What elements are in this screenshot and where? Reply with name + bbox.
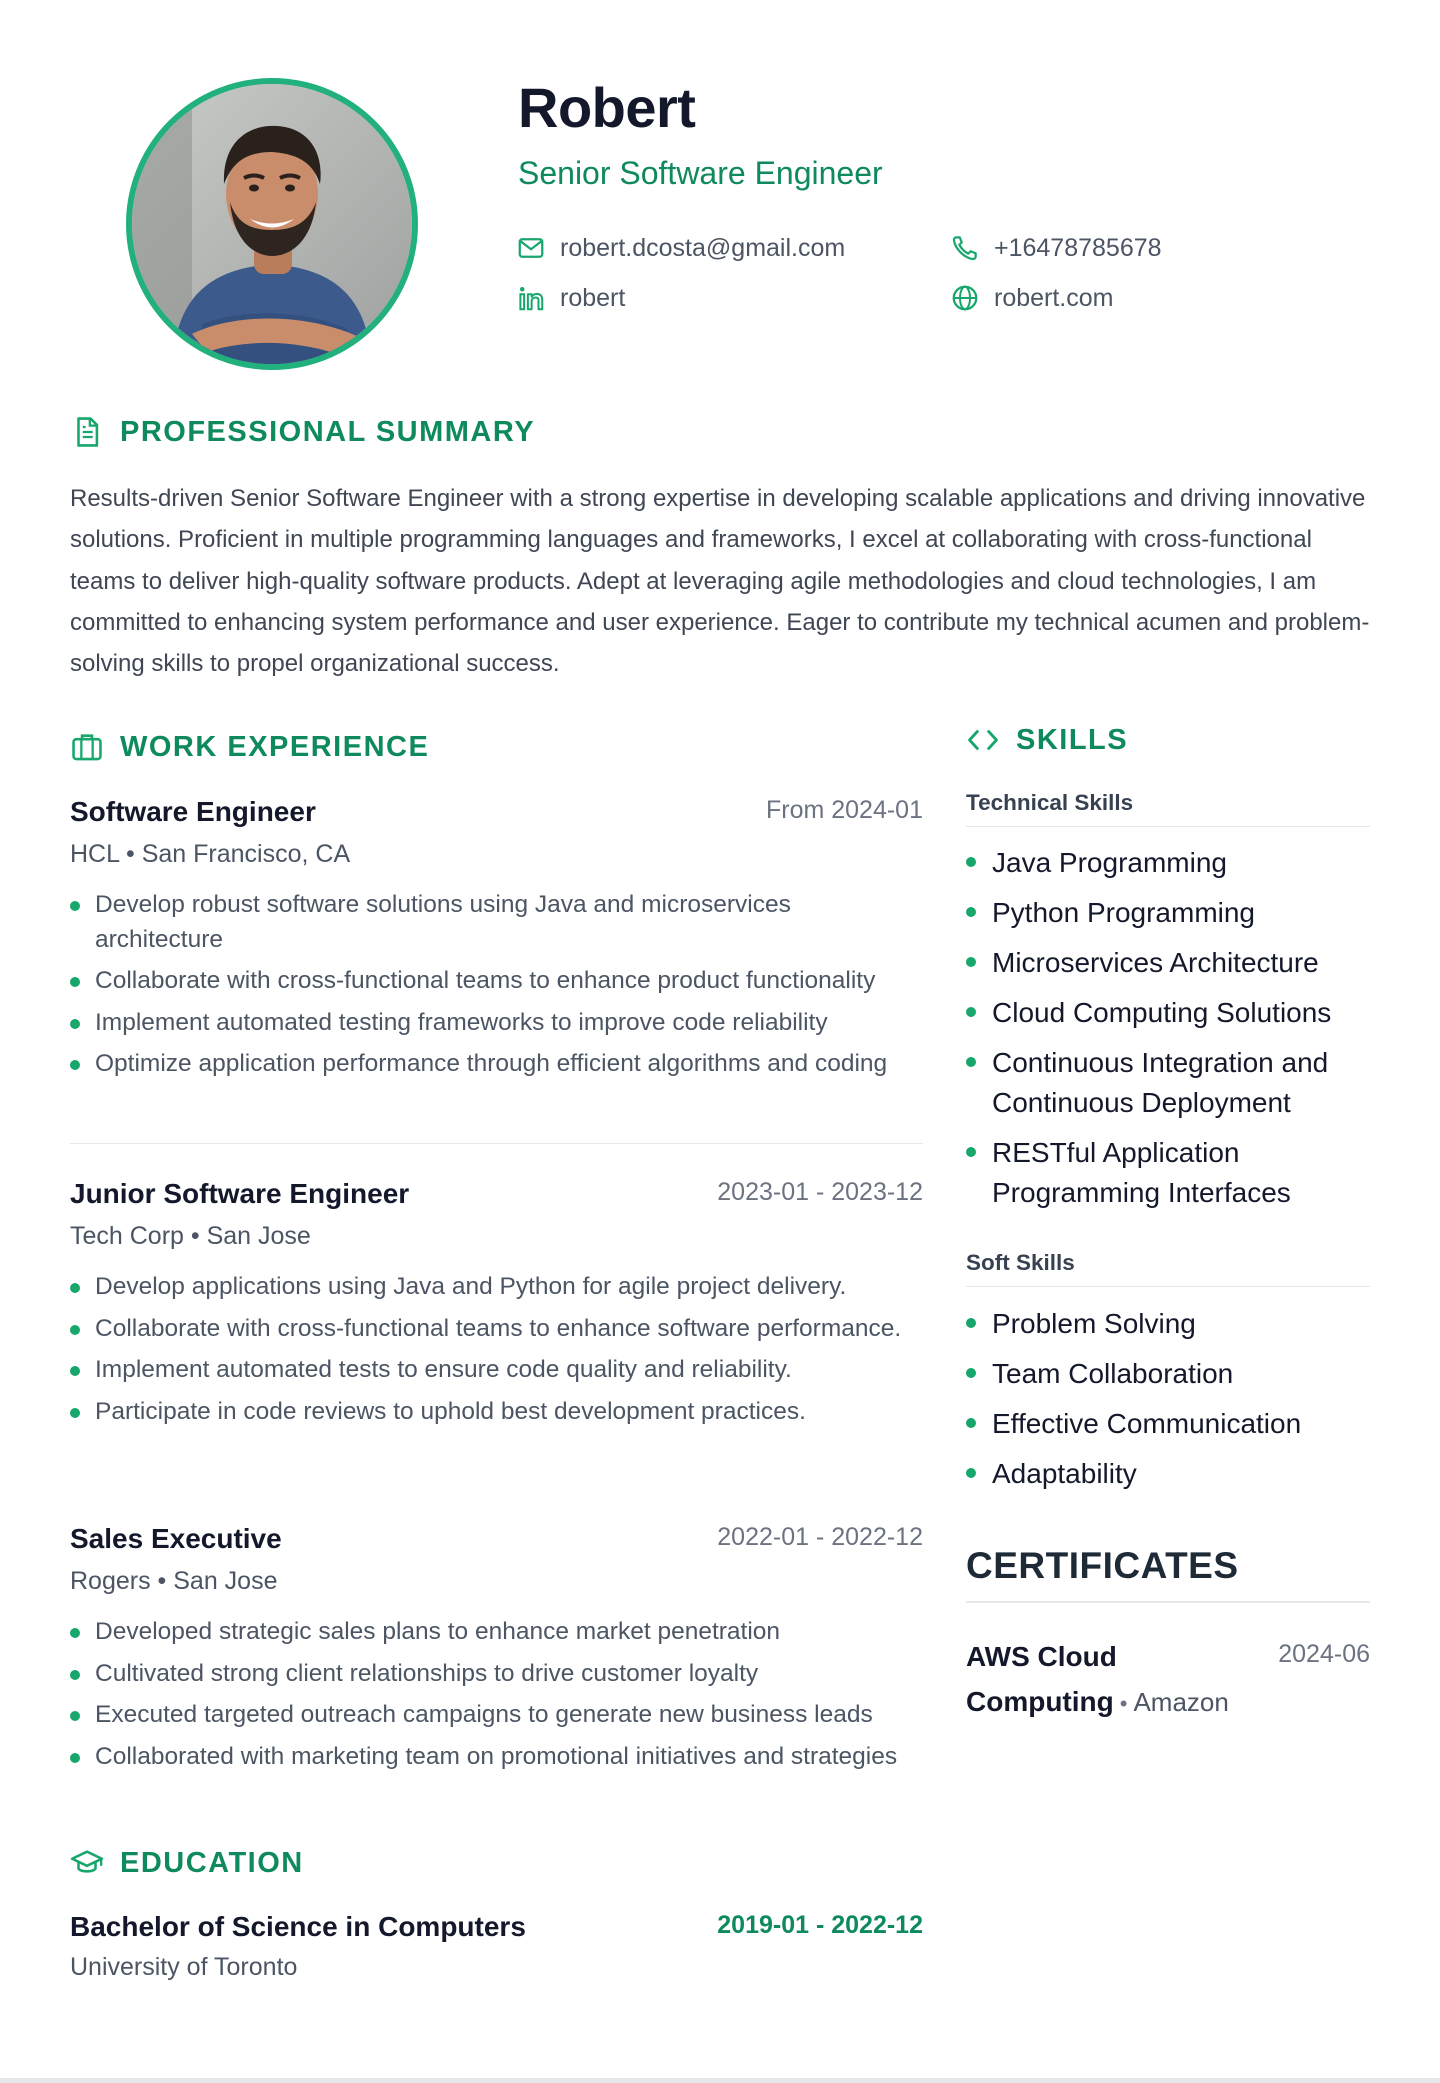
job-title: Junior Software Engineer [70,1178,410,1209]
job-bullet: Executed targeted outreach campaigns to generate new business leads [70,1698,923,1733]
job-date: From 2024-01 [765,796,923,824]
job-bullet: Participate in code reviews to uphold best development practices. [70,1395,923,1430]
technical-skills-list [966,843,1370,1223]
skills-heading [966,723,1128,757]
website-text: robert.com [994,283,1114,312]
technical-skills-heading: Technical Skills [966,790,1370,827]
work-heading-text: WORK EXPERIENCE [120,730,430,763]
job-bullet: Collaborate with cross-functional teams to enhance software performance. [70,1312,923,1347]
divider [70,1143,923,1144]
contact-email[interactable] [516,233,845,263]
job-bullet: Implement automated tests to ensure code quality and reliability. [70,1353,923,1388]
linkedin-text: robert [560,283,626,312]
job-bullet: Optimize application performance through efficient algorithms and coding [70,1047,923,1082]
skill-item: Cloud Computing Solutions [966,993,1370,1033]
job-organization: Tech Corp • San Jose [70,1222,311,1250]
phone-text: +16478785678 [994,233,1162,262]
job-bullet: Collaborated with marketing team on promotional initiatives and strategies [70,1740,923,1775]
job-bullet: Collaborate with cross-functional teams to enhance product functionality [70,964,923,999]
education-school: University of Toronto [70,1953,298,1981]
job-entry [70,1178,923,1478]
education-heading [70,1846,304,1880]
contact-phone[interactable] [950,233,1162,263]
skill-item: Java Programming [966,843,1370,883]
soft-skills-list [966,1304,1370,1504]
briefcase-icon [70,730,104,764]
job-entry [70,1523,923,1823]
education-degree: Bachelor of Science in Computers [70,1911,526,1942]
certificate-separator: • [1119,1691,1128,1716]
contact-website[interactable] [950,283,1113,313]
education-date: 2019-01 - 2022-12 [717,1911,923,1939]
contact-linkedin[interactable] [516,283,625,313]
job-title: Sales Executive [70,1523,282,1554]
summary-heading [70,415,535,449]
globe-icon [950,283,980,313]
job-organization: Rogers • San Jose [70,1567,278,1595]
job-bullets [70,1615,923,1781]
job-date: 2022-01 - 2022-12 [717,1523,923,1551]
skill-item: Microservices Architecture [966,943,1370,983]
skill-item: Continuous Integration and Continuous Deployment [966,1043,1370,1123]
job-bullet: Develop applications using Java and Python for agile project delivery. [70,1270,923,1305]
job-entry [70,796,923,1126]
page-bottom-edge [0,2078,1440,2083]
phone-icon [950,233,980,263]
skill-item: Effective Communication [966,1404,1370,1444]
skill-item: Python Programming [966,893,1370,933]
skill-item: Team Collaboration [966,1354,1370,1394]
job-bullet: Develop robust software solutions using Java and microservices architecture [70,888,923,957]
work-heading [70,730,429,764]
avatar [126,78,418,370]
profile-photo [132,84,412,364]
skill-item: RESTful Application Programming Interfaces [966,1133,1370,1213]
job-date: 2023-01 - 2023-12 [717,1178,923,1206]
job-bullet: Cultivated strong client relationships to drive customer loyalty [70,1657,923,1692]
skills-heading-text: SKILLS [1016,723,1129,756]
job-bullet: Implement automated testing frameworks to improve code reliability [70,1006,923,1041]
document-icon [70,415,104,449]
email-text: robert.dcosta@gmail.com [560,233,846,262]
summary-heading-text: PROFESSIONAL SUMMARY [120,415,536,448]
certificate-name: AWS Cloud Computing [966,1641,1117,1717]
skill-item: Adaptability [966,1454,1370,1494]
certificate-date: 2024-06 [1278,1640,1370,1668]
skill-item: Problem Solving [966,1304,1370,1344]
education-heading-text: EDUCATION [120,1846,304,1879]
job-bullets [70,1270,923,1436]
certificates-heading: CERTIFICATES [966,1545,1370,1603]
mail-icon [516,233,546,263]
certificate-issuer: Amazon [1133,1687,1229,1717]
graduation-cap-icon [70,1846,104,1880]
candidate-name: Robert [518,76,696,139]
job-bullet: Developed strategic sales plans to enhance market penetration [70,1615,923,1650]
code-icon [966,723,1000,757]
job-organization: HCL • San Francisco, CA [70,840,351,868]
summary-text: Results-driven Senior Software Engineer with a strong expertise in developing scalable applications and driving innovative solutions. Proficient in multiple programming languages and frameworks, I excel at collaborating with cross-functional teams to deliver high-quality software products. Adept at leveraging agile methodologies and cloud technologies, I am committed to enhancing system performance and user experience. Eager to contribute my technical acumen and problem-solving skills to propel organizational success. [70,485,1370,678]
soft-skills-heading: Soft Skills [966,1250,1370,1287]
job-title: Software Engineer [70,796,316,827]
job-bullets [70,888,923,1089]
candidate-title: Senior Software Engineer [518,155,883,191]
linkedin-icon [516,283,546,313]
